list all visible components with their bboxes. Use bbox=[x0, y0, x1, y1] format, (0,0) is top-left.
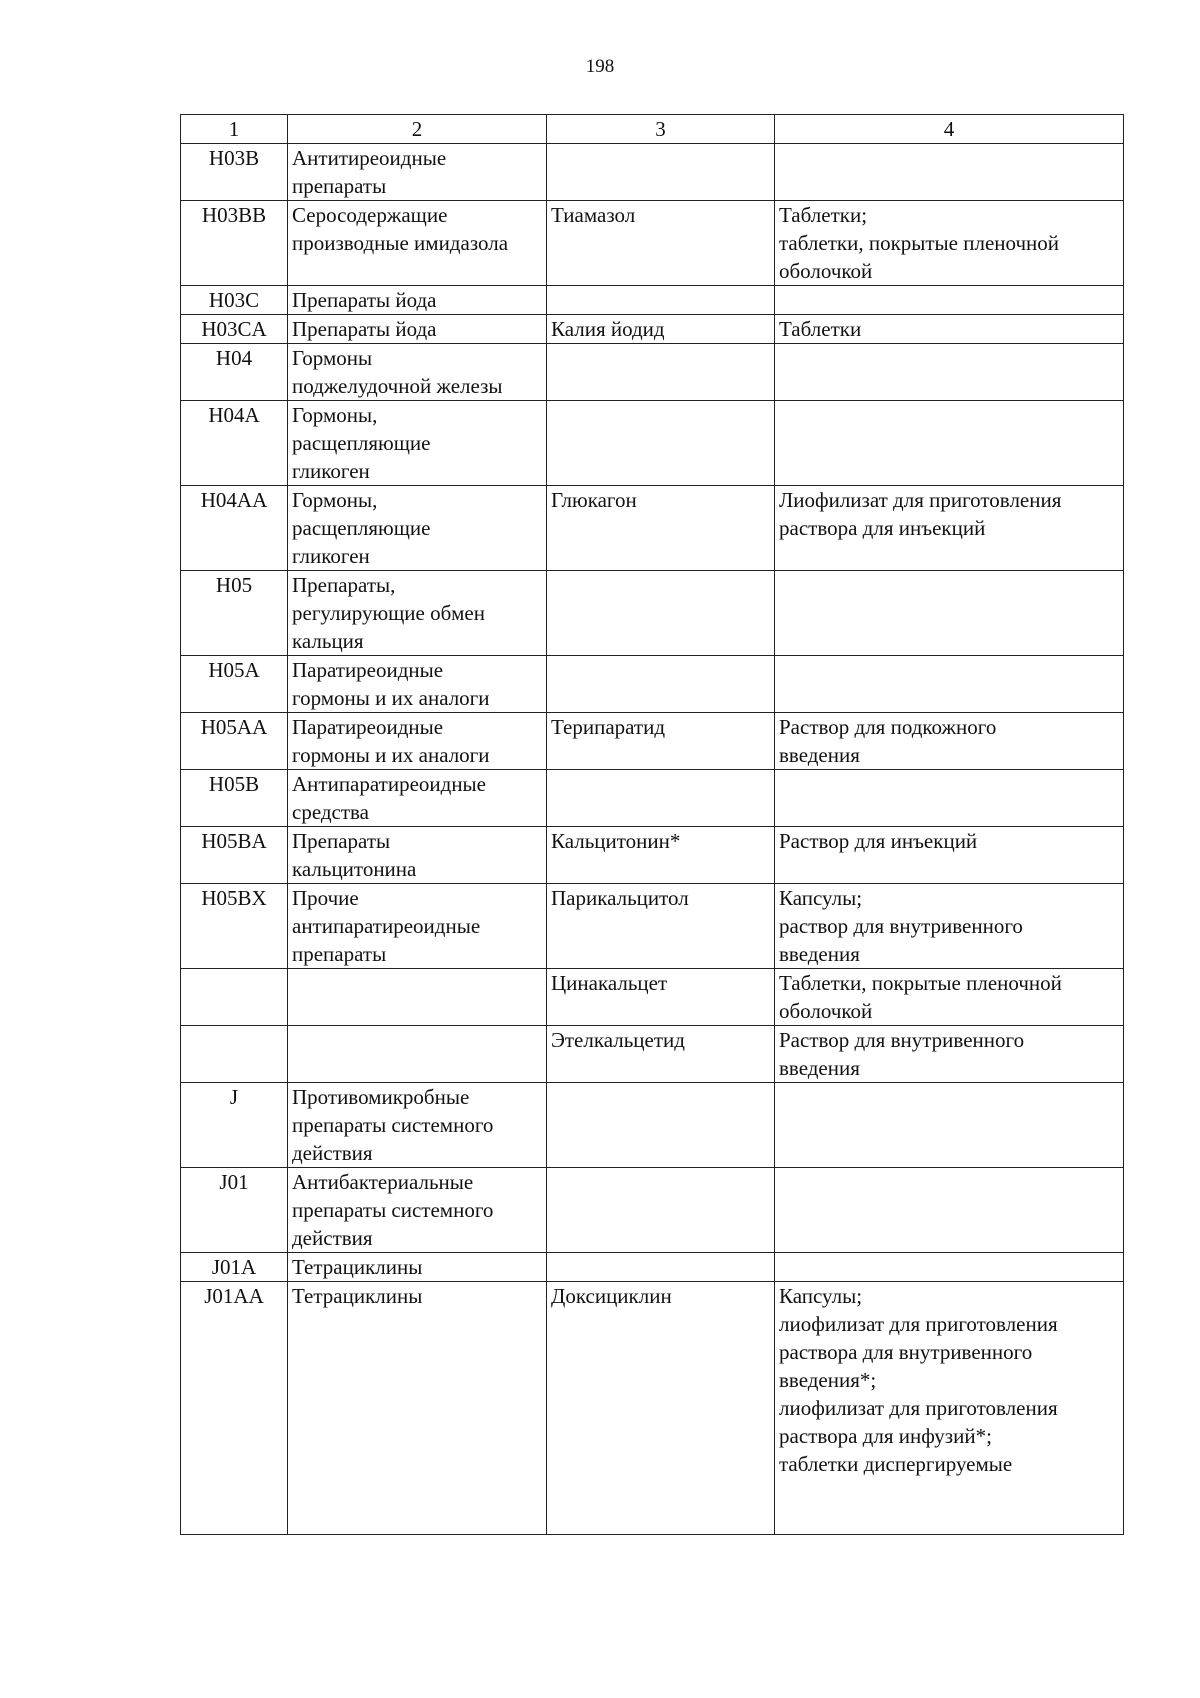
cell-group bbox=[288, 969, 547, 1026]
table-row bbox=[181, 344, 1124, 401]
cell-code: H05BA bbox=[181, 827, 288, 884]
table-body bbox=[181, 144, 1124, 1535]
table-row bbox=[181, 286, 1124, 315]
cell-form bbox=[775, 770, 1124, 827]
cell-code: H04 bbox=[181, 344, 288, 401]
cell-substance bbox=[547, 344, 775, 401]
cell-substance: Калия йодид bbox=[547, 315, 775, 344]
table-row bbox=[181, 770, 1124, 827]
cell-form bbox=[775, 1168, 1124, 1253]
table-row bbox=[181, 1026, 1124, 1083]
cell-form: Лиофилизат для приготовления раствора для инъекций bbox=[775, 486, 1124, 571]
table-row bbox=[181, 969, 1124, 1026]
cell-group: Противомикробные препараты системного действия bbox=[288, 1083, 547, 1168]
table-row bbox=[181, 1083, 1124, 1168]
cell-code: H05 bbox=[181, 571, 288, 656]
cell-substance bbox=[547, 1083, 775, 1168]
cell-group: Гормоны, расщепляющие гликоген bbox=[288, 401, 547, 486]
cell-substance: Доксициклин bbox=[547, 1282, 775, 1535]
cell-group: Тетрациклины bbox=[288, 1282, 547, 1535]
cell-substance bbox=[547, 656, 775, 713]
cell-code: H03BB bbox=[181, 201, 288, 286]
cell-group: Антибактериальные препараты системного действия bbox=[288, 1168, 547, 1253]
cell-form bbox=[775, 401, 1124, 486]
cell-code: H05BX bbox=[181, 884, 288, 969]
cell-group: Серосодержащие производные имидазола bbox=[288, 201, 547, 286]
cell-form bbox=[775, 286, 1124, 315]
cell-form: Таблетки bbox=[775, 315, 1124, 344]
cell-group: Препараты йода bbox=[288, 286, 547, 315]
cell-group: Прочие антипаратиреоидные препараты bbox=[288, 884, 547, 969]
cell-form: Таблетки; таблетки, покрытые пленочной оболочкой bbox=[775, 201, 1124, 286]
cell-code: H05B bbox=[181, 770, 288, 827]
table-row bbox=[181, 144, 1124, 201]
cell-code: H05AA bbox=[181, 713, 288, 770]
page-number: 198 bbox=[585, 56, 615, 77]
cell-code: J01 bbox=[181, 1168, 288, 1253]
cell-code: J01AA bbox=[181, 1282, 288, 1535]
cell-form bbox=[775, 656, 1124, 713]
column-header-form: 4 bbox=[775, 115, 1124, 144]
cell-substance: Терипаратид bbox=[547, 713, 775, 770]
cell-substance bbox=[547, 401, 775, 486]
cell-form: Раствор для внутривенного введения bbox=[775, 1026, 1124, 1083]
table-row bbox=[181, 884, 1124, 969]
cell-code: J bbox=[181, 1083, 288, 1168]
cell-substance bbox=[547, 571, 775, 656]
cell-substance: Тиамазол bbox=[547, 201, 775, 286]
cell-form bbox=[775, 1253, 1124, 1282]
cell-group: Гормоны поджелудочной железы bbox=[288, 344, 547, 401]
table-row bbox=[181, 1253, 1124, 1282]
cell-substance: Цинакальцет bbox=[547, 969, 775, 1026]
cell-form bbox=[775, 144, 1124, 201]
cell-group: Препараты кальцитонина bbox=[288, 827, 547, 884]
cell-group: Гормоны, расщепляющие гликоген bbox=[288, 486, 547, 571]
cell-form: Капсулы; лиофилизат для приготовления раствора для внутривенного введения*; лиофилизат для приготовления раствора для инфузий*; таблетки диспергируемые bbox=[775, 1282, 1124, 1535]
cell-substance bbox=[547, 1168, 775, 1253]
cell-code: H03CA bbox=[181, 315, 288, 344]
cell-form bbox=[775, 344, 1124, 401]
table-row bbox=[181, 315, 1124, 344]
cell-code: H05A bbox=[181, 656, 288, 713]
cell-substance bbox=[547, 144, 775, 201]
cell-form: Капсулы; раствор для внутривенного введения bbox=[775, 884, 1124, 969]
cell-code bbox=[181, 969, 288, 1026]
table-row bbox=[181, 571, 1124, 656]
cell-substance: Этелкальцетид bbox=[547, 1026, 775, 1083]
cell-substance bbox=[547, 286, 775, 315]
cell-substance bbox=[547, 770, 775, 827]
cell-form bbox=[775, 571, 1124, 656]
cell-group: Антипаратиреоидные средства bbox=[288, 770, 547, 827]
cell-group: Паратиреоидные гормоны и их аналоги bbox=[288, 713, 547, 770]
cell-group: Антитиреоидные препараты bbox=[288, 144, 547, 201]
cell-group: Препараты йода bbox=[288, 315, 547, 344]
cell-code: H04A bbox=[181, 401, 288, 486]
cell-code: H03B bbox=[181, 144, 288, 201]
table-row bbox=[181, 486, 1124, 571]
cell-group: Тетрациклины bbox=[288, 1253, 547, 1282]
cell-form: Раствор для инъекций bbox=[775, 827, 1124, 884]
table-header-row bbox=[181, 115, 1124, 144]
table-row bbox=[181, 713, 1124, 770]
cell-substance: Глюкагон bbox=[547, 486, 775, 571]
column-header-substance: 3 bbox=[547, 115, 775, 144]
cell-code: H03C bbox=[181, 286, 288, 315]
table-row bbox=[181, 401, 1124, 486]
cell-form: Раствор для подкожного введения bbox=[775, 713, 1124, 770]
table-row bbox=[181, 827, 1124, 884]
table-row bbox=[181, 201, 1124, 286]
table-row bbox=[181, 656, 1124, 713]
cell-code bbox=[181, 1026, 288, 1083]
cell-substance bbox=[547, 1253, 775, 1282]
cell-code: J01A bbox=[181, 1253, 288, 1282]
cell-group: Препараты, регулирующие обмен кальция bbox=[288, 571, 547, 656]
table-row bbox=[181, 1282, 1124, 1535]
cell-form: Таблетки, покрытые пленочной оболочкой bbox=[775, 969, 1124, 1026]
cell-code: H04AA bbox=[181, 486, 288, 571]
cell-group bbox=[288, 1026, 547, 1083]
column-header-group: 2 bbox=[288, 115, 547, 144]
cell-group: Паратиреоидные гормоны и их аналоги bbox=[288, 656, 547, 713]
cell-form bbox=[775, 1083, 1124, 1168]
cell-substance: Парикальцитол bbox=[547, 884, 775, 969]
drug-table bbox=[180, 114, 1124, 1535]
cell-substance: Кальцитонин* bbox=[547, 827, 775, 884]
table-row bbox=[181, 1168, 1124, 1253]
column-header-code: 1 bbox=[181, 115, 288, 144]
